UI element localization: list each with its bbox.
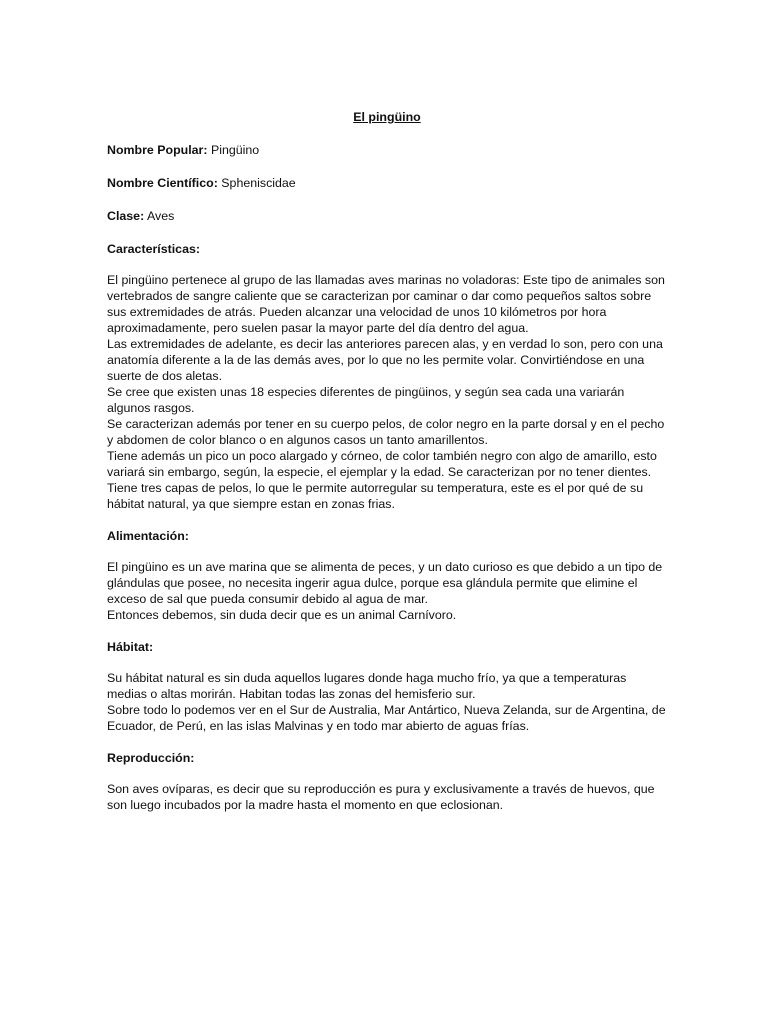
section-alimentacion <box>107 559 667 623</box>
field-value: Spheniscidae <box>217 176 296 190</box>
paragraph: Tiene además un pico un poco alargado y córneo, de color también negro con algo de amarillo, esto variará sin embargo, según, la especie, el ejemplar y la edad. Se caracterizan por no tener dientes. <box>107 449 657 479</box>
paragraph: Sobre todo lo podemos ver en el Sur de Australia, Mar Antártico, Nueva Zelanda, sur de Argentina, de Ecuador, de Perú, en las islas Malvinas y en todo mar abierto de aguas frías. <box>107 703 666 733</box>
section-heading-alimentacion: Alimentación: <box>107 529 189 543</box>
paragraph: Entonces debemos, sin duda decir que es un animal Carnívoro. <box>107 608 457 622</box>
section-habitat <box>107 670 667 734</box>
field-label: Nombre Popular: <box>107 143 208 157</box>
field-nombre-cientifico <box>107 175 667 191</box>
paragraph: Son aves ovíparas, es decir que su reproducción es pura y exclusivamente a través de huevos, que son luego incubados por la madre hasta el momento en que eclosionan. <box>107 782 655 812</box>
paragraph: Se cree que existen unas 18 especies diferentes de pingüinos, y según sea cada una variarán algunos rasgos. <box>107 385 625 415</box>
paragraph: Se caracterizan además por tener en su cuerpo pelos, de color negro en la parte dorsal y en el pecho y abdomen de color blanco o en algunos casos un tanto amarillentos. <box>107 417 665 447</box>
field-value: Pingüino <box>207 143 260 157</box>
field-value: Aves <box>144 209 175 223</box>
paragraph: El pingüino es un ave marina que se alimenta de peces, y un dato curioso es que debido a un tipo de glándulas que posee, no necesita ingerir agua dulce, porque esa glándula permite que elimine el exceso de sal que pueda consumir debido al agua de mar. <box>107 560 663 606</box>
field-nombre-popular <box>107 142 667 158</box>
field-label: Nombre Científico: <box>107 176 218 190</box>
document-title: El pingüino <box>353 110 421 124</box>
paragraph: El pingüino pertenece al grupo de las llamadas aves marinas no voladoras: Este tipo de animales son vertebrados de sangre caliente que se caracterizan por caminar o dar como pequeños saltos sobre sus extremidades de atrás. Pueden alcanzar una velocidad de unos 10 kilómetros por hora aproximadamente, pero suelen pasar la mayor parte del día dentro del agua. <box>107 273 665 335</box>
section-caracteristicas <box>107 272 667 512</box>
document-page <box>107 109 667 829</box>
section-heading-caracteristicas: Características: <box>107 242 200 256</box>
section-heading-habitat: Hábitat: <box>107 640 154 654</box>
field-label: Clase: <box>107 209 145 223</box>
section-heading-reproduccion: Reproducción: <box>107 751 195 765</box>
paragraph: Tiene tres capas de pelos, lo que le permite autorregular su temperatura, este es el por qué de su hábitat natural, ya que siempre estan en zonas frias. <box>107 481 644 511</box>
field-clase <box>107 208 667 224</box>
paragraph: Su hábitat natural es sin duda aquellos lugares donde haga mucho frío, ya que a temperaturas medias o altas morirán. Habitan todas las zonas del hemisferio sur. <box>107 671 627 701</box>
paragraph: Las extremidades de adelante, es decir las anteriores parecen alas, y en verdad lo son, pero con una anatomía diferente a la de las demás aves, por lo que no les permite volar. Convirtiéndose en una suerte de dos aletas. <box>107 337 663 383</box>
section-reproduccion <box>107 781 667 813</box>
